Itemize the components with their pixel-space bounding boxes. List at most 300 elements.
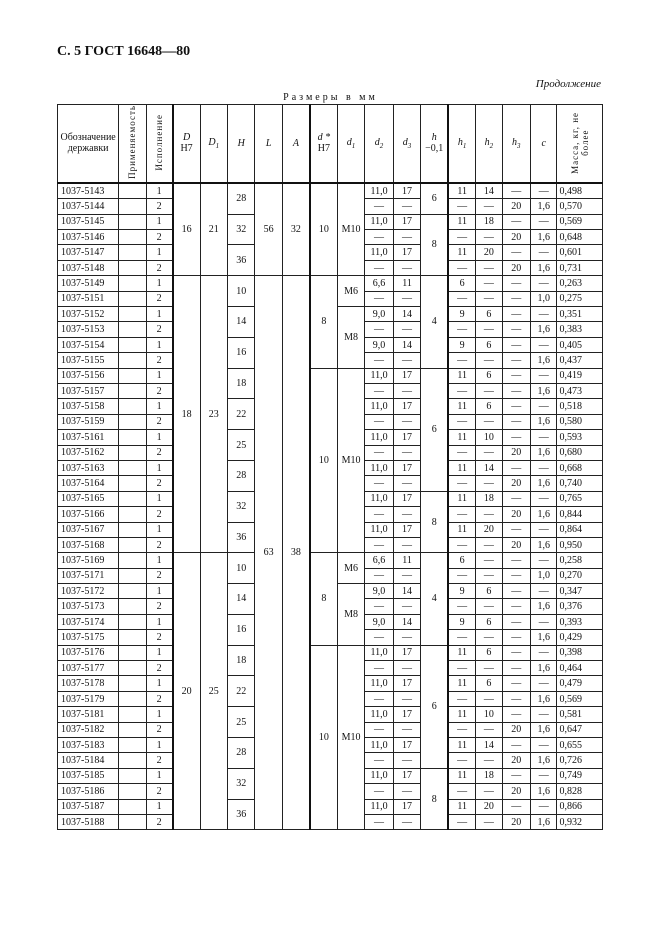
cell-d2: 11,0 bbox=[365, 737, 394, 752]
cell-mass: 0,844 bbox=[557, 507, 603, 522]
cell-h2: 18 bbox=[476, 768, 502, 783]
cell-d2: — bbox=[365, 384, 394, 399]
cell-d1: M10 bbox=[337, 645, 364, 830]
cell-d2: 11,0 bbox=[365, 522, 394, 537]
cell-h1: — bbox=[448, 291, 475, 306]
column-header-h bbox=[421, 105, 448, 183]
cell-code: 1037-5185 bbox=[58, 768, 119, 783]
cell-d2: — bbox=[365, 568, 394, 583]
cell-h2: — bbox=[476, 260, 502, 275]
dimensions-caption: Размеры в мм bbox=[283, 92, 378, 103]
cell-d3: — bbox=[393, 568, 420, 583]
cell-d1: M10 bbox=[337, 368, 364, 553]
cell-code: 1037-5172 bbox=[58, 584, 119, 599]
column-header-label: L bbox=[265, 137, 272, 149]
cell-h2: — bbox=[476, 276, 502, 291]
cell-h1: 11 bbox=[448, 799, 475, 814]
column-header-label: $h_3$ bbox=[512, 136, 521, 150]
cell-appl bbox=[119, 199, 146, 214]
cell-h1: 11 bbox=[448, 491, 475, 506]
cell-h3: — bbox=[502, 676, 531, 691]
table-row bbox=[58, 645, 603, 660]
cell-d1: M8 bbox=[337, 584, 364, 646]
cell-appl bbox=[119, 661, 146, 676]
cell-d3: 17 bbox=[393, 491, 420, 506]
cell-h2: — bbox=[476, 291, 502, 306]
cell-d3: 14 bbox=[393, 614, 420, 629]
cell-h3: — bbox=[502, 799, 531, 814]
cell-mass: 0,648 bbox=[557, 230, 603, 245]
cell-h2: 20 bbox=[476, 522, 502, 537]
cell-h: 25 bbox=[228, 707, 255, 738]
cell-d3: 17 bbox=[393, 676, 420, 691]
cell-c: 1,6 bbox=[531, 722, 557, 737]
cell-mass: 0,668 bbox=[557, 460, 603, 475]
cell-d2: 11,0 bbox=[365, 491, 394, 506]
cell-d3: 17 bbox=[393, 768, 420, 783]
cell-h2: 6 bbox=[476, 584, 502, 599]
cell-h: 22 bbox=[228, 676, 255, 707]
table-row bbox=[58, 553, 603, 568]
cell-h3: — bbox=[502, 491, 531, 506]
cell-appl bbox=[119, 645, 146, 660]
cell-d3: — bbox=[393, 291, 420, 306]
cell-var: 1 bbox=[146, 368, 172, 383]
column-header-label: Исполнение bbox=[154, 113, 165, 171]
cell-mass: 0,347 bbox=[557, 584, 603, 599]
cell-h3: — bbox=[502, 384, 531, 399]
cell-h2: 6 bbox=[476, 368, 502, 383]
column-header-label: d * bbox=[317, 132, 331, 144]
cell-h1: — bbox=[448, 784, 475, 799]
cell-a: 38 bbox=[282, 276, 309, 830]
cell-c: — bbox=[531, 737, 557, 752]
cell-d2: — bbox=[365, 722, 394, 737]
cell-appl bbox=[119, 414, 146, 429]
cell-c: — bbox=[531, 430, 557, 445]
cell-code: 1037-5186 bbox=[58, 784, 119, 799]
cell-c: — bbox=[531, 676, 557, 691]
cell-h3: 20 bbox=[502, 722, 531, 737]
cell-c: — bbox=[531, 368, 557, 383]
cell-code: 1037-5159 bbox=[58, 414, 119, 429]
cell-h1: 11 bbox=[448, 737, 475, 752]
cell-var: 1 bbox=[146, 337, 172, 352]
cell-mass: 0,740 bbox=[557, 476, 603, 491]
cell-var: 1 bbox=[146, 768, 172, 783]
cell-code: 1037-5149 bbox=[58, 276, 119, 291]
cell-d2: 11,0 bbox=[365, 245, 394, 260]
cell-d2: — bbox=[365, 630, 394, 645]
cell-var: 2 bbox=[146, 630, 172, 645]
cell-code: 1037-5176 bbox=[58, 645, 119, 660]
cell-d3: 17 bbox=[393, 460, 420, 475]
cell-mass: 0,376 bbox=[557, 599, 603, 614]
cell-d3: 17 bbox=[393, 737, 420, 752]
cell-h3: — bbox=[502, 584, 531, 599]
column-header-l bbox=[255, 105, 282, 183]
cell-h3: — bbox=[502, 630, 531, 645]
cell-h1: — bbox=[448, 599, 475, 614]
cell-h1: — bbox=[448, 260, 475, 275]
cell-h: 36 bbox=[228, 799, 255, 830]
column-header-label: $h_2$ bbox=[484, 136, 494, 150]
cell-var: 2 bbox=[146, 291, 172, 306]
cell-h3: — bbox=[502, 614, 531, 629]
column-header-a bbox=[282, 105, 309, 183]
cell-mass: 0,498 bbox=[557, 183, 603, 199]
cell-d2: 11,0 bbox=[365, 368, 394, 383]
cell-d3: 17 bbox=[393, 214, 420, 229]
cell-h1: 11 bbox=[448, 368, 475, 383]
cell-mass: 0,569 bbox=[557, 214, 603, 229]
cell-h3: — bbox=[502, 645, 531, 660]
cell-c: — bbox=[531, 799, 557, 814]
cell-d2: — bbox=[365, 291, 394, 306]
cell-appl bbox=[119, 614, 146, 629]
cell-c: 1,6 bbox=[531, 784, 557, 799]
cell-c: — bbox=[531, 584, 557, 599]
cell-mass: 0,473 bbox=[557, 384, 603, 399]
cell-mass: 0,479 bbox=[557, 676, 603, 691]
cell-h1: — bbox=[448, 568, 475, 583]
cell-h1: — bbox=[448, 414, 475, 429]
cell-h1: — bbox=[448, 814, 475, 829]
cell-h: 4 bbox=[421, 553, 448, 645]
cell-h2: — bbox=[476, 599, 502, 614]
continued-label: Продолжение bbox=[535, 78, 601, 90]
cell-appl bbox=[119, 430, 146, 445]
column-header-label: D bbox=[182, 132, 191, 144]
cell-var: 2 bbox=[146, 230, 172, 245]
cell-appl bbox=[119, 291, 146, 306]
cell-code: 1037-5163 bbox=[58, 460, 119, 475]
cell-h: 6 bbox=[421, 645, 448, 768]
column-header-code bbox=[58, 105, 119, 183]
cell-d3: — bbox=[393, 445, 420, 460]
cell-mass: 0,398 bbox=[557, 645, 603, 660]
cell-appl bbox=[119, 384, 146, 399]
cell-h1: 11 bbox=[448, 460, 475, 475]
cell-h2: — bbox=[476, 753, 502, 768]
cell-h: 14 bbox=[228, 584, 255, 615]
cell-c: 1,6 bbox=[531, 691, 557, 706]
subscript: 2 bbox=[379, 141, 384, 150]
cell-c: — bbox=[531, 645, 557, 660]
cell-d2: 6,6 bbox=[365, 553, 394, 568]
cell-appl bbox=[119, 507, 146, 522]
cell-d3: 17 bbox=[393, 430, 420, 445]
cell-var: 2 bbox=[146, 445, 172, 460]
cell-h1: — bbox=[448, 753, 475, 768]
page-header-title: С. 5 ГОСТ 16648—80 bbox=[57, 44, 191, 59]
cell-d2: 9,0 bbox=[365, 337, 394, 352]
cell-a: 32 bbox=[282, 183, 309, 276]
cell-h1: 11 bbox=[448, 399, 475, 414]
cell-var: 1 bbox=[146, 214, 172, 229]
cell-mass: 0,437 bbox=[557, 353, 603, 368]
cell-h: 18 bbox=[228, 368, 255, 399]
cell-mass: 0,263 bbox=[557, 276, 603, 291]
cell-c: — bbox=[531, 460, 557, 475]
cell-code: 1037-5151 bbox=[58, 291, 119, 306]
cell-h3: — bbox=[502, 183, 531, 199]
cell-h3: — bbox=[502, 276, 531, 291]
cell-mass: 0,393 bbox=[557, 614, 603, 629]
cell-var: 1 bbox=[146, 645, 172, 660]
cell-c: 1,6 bbox=[531, 476, 557, 491]
cell-d2: 11,0 bbox=[365, 430, 394, 445]
cell-appl bbox=[119, 584, 146, 599]
cell-h2: — bbox=[476, 814, 502, 829]
column-header-label: $D_1$ bbox=[208, 136, 220, 150]
column-header-d2 bbox=[365, 105, 394, 183]
cell-var: 1 bbox=[146, 522, 172, 537]
cell-mass: 0,749 bbox=[557, 768, 603, 783]
cell-appl bbox=[119, 214, 146, 229]
cell-mass: 0,570 bbox=[557, 199, 603, 214]
cell-d2: — bbox=[365, 753, 394, 768]
cell-var: 2 bbox=[146, 661, 172, 676]
cell-h3: — bbox=[502, 322, 531, 337]
cell-appl bbox=[119, 445, 146, 460]
column-header-label: Применяемость bbox=[127, 105, 138, 179]
cell-mass: 0,258 bbox=[557, 553, 603, 568]
cell-d: 10 bbox=[310, 368, 337, 553]
cell-d3: — bbox=[393, 784, 420, 799]
cell-h2: 18 bbox=[476, 491, 502, 506]
cell-d3: 17 bbox=[393, 799, 420, 814]
cell-d2: 11,0 bbox=[365, 676, 394, 691]
cell-d3: — bbox=[393, 814, 420, 829]
cell-h: 4 bbox=[421, 276, 448, 368]
cell-d2: — bbox=[365, 199, 394, 214]
cell-h2: — bbox=[476, 630, 502, 645]
cell-code: 1037-5168 bbox=[58, 537, 119, 552]
cell-h2: 6 bbox=[476, 337, 502, 352]
cell-h3: — bbox=[502, 337, 531, 352]
cell-h1: 9 bbox=[448, 584, 475, 599]
cell-d2: — bbox=[365, 445, 394, 460]
cell-h1: — bbox=[448, 507, 475, 522]
cell-c: 1,6 bbox=[531, 599, 557, 614]
cell-h: 28 bbox=[228, 737, 255, 768]
cell-h2: — bbox=[476, 691, 502, 706]
cell-var: 2 bbox=[146, 260, 172, 275]
cell-d2: — bbox=[365, 322, 394, 337]
column-header-label: h bbox=[431, 132, 437, 144]
subscript: 3 bbox=[407, 141, 412, 150]
cell-h3: — bbox=[502, 291, 531, 306]
cell-h3: — bbox=[502, 691, 531, 706]
cell-appl bbox=[119, 322, 146, 337]
cell-h3: — bbox=[502, 430, 531, 445]
cell-c: — bbox=[531, 214, 557, 229]
cell-appl bbox=[119, 707, 146, 722]
cell-h: 32 bbox=[228, 768, 255, 799]
cell-c: — bbox=[531, 768, 557, 783]
cell-d3: — bbox=[393, 599, 420, 614]
cell-c: — bbox=[531, 553, 557, 568]
cell-d3: — bbox=[393, 691, 420, 706]
cell-c: 1,6 bbox=[531, 814, 557, 829]
cell-c: 1,0 bbox=[531, 568, 557, 583]
cell-var: 1 bbox=[146, 183, 172, 199]
cell-appl bbox=[119, 814, 146, 829]
cell-appl bbox=[119, 599, 146, 614]
cell-h1: — bbox=[448, 661, 475, 676]
cell-d3: — bbox=[393, 753, 420, 768]
column-header-label: Масса, кг, не более bbox=[569, 110, 590, 173]
cell-d: 8 bbox=[310, 276, 337, 368]
cell-d3: — bbox=[393, 661, 420, 676]
cell-c: 1,6 bbox=[531, 661, 557, 676]
cell-code: 1037-5156 bbox=[58, 368, 119, 383]
cell-d3: 14 bbox=[393, 584, 420, 599]
cell-h2: 20 bbox=[476, 245, 502, 260]
cell-code: 1037-5155 bbox=[58, 353, 119, 368]
column-header-d1 bbox=[337, 105, 364, 183]
cell-h2: 18 bbox=[476, 214, 502, 229]
cell-mass: 0,828 bbox=[557, 784, 603, 799]
cell-c: 1,6 bbox=[531, 322, 557, 337]
cell-code: 1037-5162 bbox=[58, 445, 119, 460]
cell-h1: 11 bbox=[448, 676, 475, 691]
cell-c: — bbox=[531, 276, 557, 291]
cell-h2: — bbox=[476, 384, 502, 399]
cell-appl bbox=[119, 183, 146, 199]
cell-d2: — bbox=[365, 599, 394, 614]
cell-h1: — bbox=[448, 630, 475, 645]
cell-var: 1 bbox=[146, 737, 172, 752]
cell-h2: 14 bbox=[476, 183, 502, 199]
cell-code: 1037-5181 bbox=[58, 707, 119, 722]
subscript: 3 bbox=[517, 141, 521, 150]
table-header-row bbox=[58, 105, 603, 183]
cell-h1: 9 bbox=[448, 307, 475, 322]
cell-h2: 6 bbox=[476, 645, 502, 660]
cell-var: 2 bbox=[146, 784, 172, 799]
cell-code: 1037-5153 bbox=[58, 322, 119, 337]
cell-h1: 11 bbox=[448, 214, 475, 229]
cell-var: 2 bbox=[146, 691, 172, 706]
cell-d3: 17 bbox=[393, 522, 420, 537]
cell-h: 36 bbox=[228, 245, 255, 276]
cell-h1: — bbox=[448, 322, 475, 337]
cell-h1: 11 bbox=[448, 645, 475, 660]
cell-code: 1037-5171 bbox=[58, 568, 119, 583]
cell-d2: 6,6 bbox=[365, 276, 394, 291]
cell-c: 1,0 bbox=[531, 291, 557, 306]
cell-var: 1 bbox=[146, 614, 172, 629]
cell-h1: 9 bbox=[448, 337, 475, 352]
cell-appl bbox=[119, 630, 146, 645]
cell-d3: 17 bbox=[393, 245, 420, 260]
cell-h1: 11 bbox=[448, 183, 475, 199]
table-body bbox=[58, 183, 603, 830]
cell-h1: — bbox=[448, 353, 475, 368]
table-row bbox=[58, 368, 603, 383]
cell-appl bbox=[119, 553, 146, 568]
cell-h1: — bbox=[448, 384, 475, 399]
cell-mass: 0,581 bbox=[557, 707, 603, 722]
cell-code: 1037-5161 bbox=[58, 430, 119, 445]
subscript: 1 bbox=[215, 141, 220, 150]
cell-h: 25 bbox=[228, 430, 255, 461]
cell-d: 20 bbox=[173, 553, 200, 830]
cell-appl bbox=[119, 753, 146, 768]
column-header-appl bbox=[119, 105, 146, 183]
table-row bbox=[58, 276, 603, 291]
cell-var: 2 bbox=[146, 814, 172, 829]
cell-mass: 0,405 bbox=[557, 337, 603, 352]
column-header-label: $d_3$ bbox=[402, 136, 412, 150]
cell-d: 18 bbox=[173, 276, 200, 553]
cell-h2: — bbox=[476, 414, 502, 429]
cell-d2: 9,0 bbox=[365, 614, 394, 629]
cell-code: 1037-5144 bbox=[58, 199, 119, 214]
column-header-label: c bbox=[541, 137, 546, 149]
cell-d: 8 bbox=[310, 553, 337, 645]
cell-d2: — bbox=[365, 537, 394, 552]
cell-var: 2 bbox=[146, 507, 172, 522]
cell-d3: — bbox=[393, 230, 420, 245]
cell-code: 1037-5183 bbox=[58, 737, 119, 752]
cell-d3: 11 bbox=[393, 276, 420, 291]
cell-d2: — bbox=[365, 814, 394, 829]
cell-c: — bbox=[531, 614, 557, 629]
cell-h3: 20 bbox=[502, 199, 531, 214]
cell-mass: 0,731 bbox=[557, 260, 603, 275]
cell-h1: 11 bbox=[448, 522, 475, 537]
cell-code: 1037-5147 bbox=[58, 245, 119, 260]
cell-h: 22 bbox=[228, 399, 255, 430]
cell-var: 2 bbox=[146, 722, 172, 737]
cell-h1: — bbox=[448, 537, 475, 552]
cell-d1: M10 bbox=[337, 183, 364, 276]
cell-d3: 17 bbox=[393, 368, 420, 383]
cell-h3: — bbox=[502, 399, 531, 414]
cell-d3: 14 bbox=[393, 307, 420, 322]
cell-h: 6 bbox=[421, 183, 448, 214]
cell-h2: — bbox=[476, 537, 502, 552]
cell-d1: 25 bbox=[200, 553, 227, 830]
column-header-d bbox=[173, 105, 200, 183]
cell-h2: 14 bbox=[476, 737, 502, 752]
cell-h3: — bbox=[502, 768, 531, 783]
cell-d2: — bbox=[365, 661, 394, 676]
cell-h: 8 bbox=[421, 768, 448, 830]
cell-code: 1037-5154 bbox=[58, 337, 119, 352]
cell-h1: 11 bbox=[448, 768, 475, 783]
cell-h2: 10 bbox=[476, 707, 502, 722]
cell-appl bbox=[119, 676, 146, 691]
cell-mass: 0,932 bbox=[557, 814, 603, 829]
cell-code: 1037-5166 bbox=[58, 507, 119, 522]
cell-code: 1037-5188 bbox=[58, 814, 119, 829]
cell-appl bbox=[119, 722, 146, 737]
cell-c: — bbox=[531, 183, 557, 199]
cell-h: 14 bbox=[228, 307, 255, 338]
cell-h: 6 bbox=[421, 368, 448, 491]
cell-d1: M8 bbox=[337, 307, 364, 369]
cell-mass: 0,655 bbox=[557, 737, 603, 752]
cell-code: 1037-5152 bbox=[58, 307, 119, 322]
cell-appl bbox=[119, 737, 146, 752]
cell-d3: 17 bbox=[393, 645, 420, 660]
cell-d3: — bbox=[393, 322, 420, 337]
column-header-label: A bbox=[292, 137, 299, 149]
